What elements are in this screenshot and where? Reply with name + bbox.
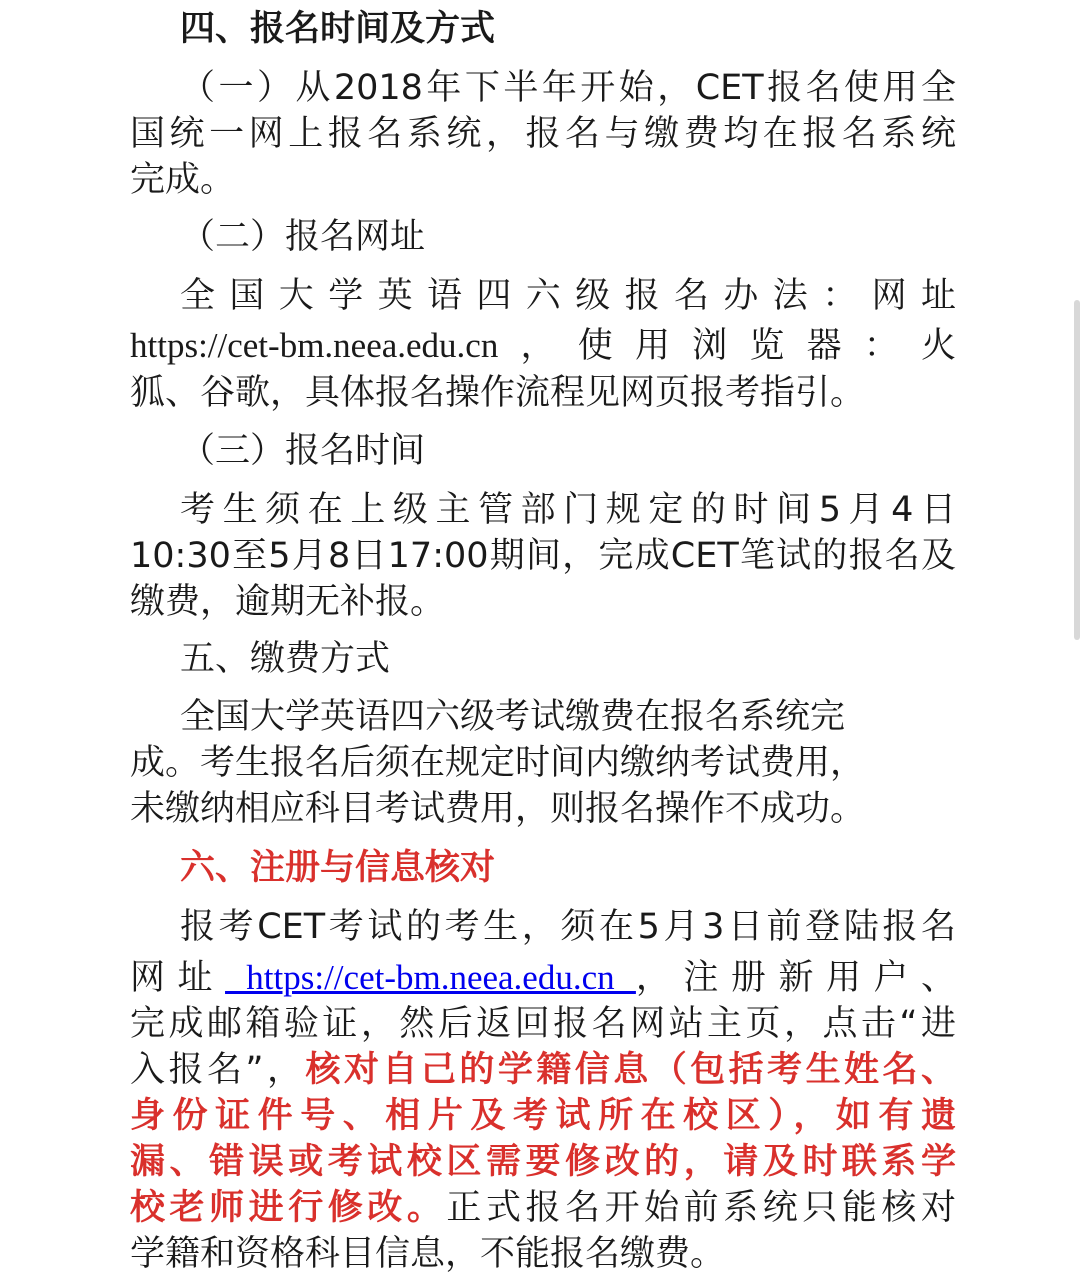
- section-4-sub2-line3: 狐、谷歌，具体报名操作流程见网页报考指引。: [130, 373, 866, 413]
- section-6-line6: 漏、错误或考试校区需要修改的，请及时联系学: [130, 1142, 956, 1182]
- section-6-line1: 报考CET考试的考生，须在5月3日前登陆报名: [180, 907, 956, 947]
- section-6-line7: [130, 1185, 956, 1231]
- section-6-line8: 学籍和资格科目信息，不能报名缴费。: [130, 1234, 726, 1274]
- section-6-heading: 六、注册与信息核对: [180, 848, 496, 888]
- contact-teacher-emphasis: 校老师进行修改。: [130, 1188, 447, 1228]
- browser-info-text: ，使用浏览器：火: [498, 326, 956, 366]
- section-4-sub1-line3: 完成。: [130, 160, 236, 200]
- registration-url-text: https://cet-bm.neea.edu.cn: [130, 326, 499, 365]
- section-4-sub3-line1: 考生须在上级主管部门规定的时间5月4日: [180, 490, 956, 530]
- registration-link[interactable]: https://cet-bm.neea.edu.cn: [225, 958, 636, 997]
- section-4-heading: 四、报名时间及方式: [180, 9, 496, 49]
- section-5-line2: 成。考生报名后须在规定时间内缴纳考试费用，: [130, 743, 866, 783]
- verify-info-emphasis: 核对自己的学籍信息（包括考生姓名、: [305, 1050, 956, 1090]
- pre-registration-note: 正式报名开始前系统只能核对: [446, 1188, 956, 1228]
- section-4-sub1-line1: （一）从2018年下半年开始，CET报名使用全: [180, 68, 956, 108]
- enter-registration-text: 入报名”，: [130, 1050, 306, 1090]
- section-4-sub2-line2: [130, 323, 956, 369]
- section-4-sub1-line2: 国统一网上报名系统，报名与缴费均在报名系统: [130, 114, 956, 154]
- section-4-sub2-title: （二）报名网址: [180, 217, 426, 257]
- section-4-sub3-line3: 缴费，逾期无补报。: [130, 582, 446, 622]
- section-4-sub2-line1: 全国大学英语四六级报名办法：网址: [180, 276, 956, 316]
- section-4-sub3-line2: 10:30至5月8日17:00期间，完成CET笔试的报名及: [130, 536, 956, 576]
- section-6-line3: 完成邮箱验证，然后返回报名网站主页，点击“进: [130, 1004, 956, 1044]
- section-4-sub3-title: （三）报名时间: [180, 431, 426, 471]
- section-5-heading: 五、缴费方式: [180, 639, 391, 679]
- register-new-user-text: ，注册新用户、: [635, 958, 956, 998]
- section-6-line2: [130, 955, 956, 1001]
- section-6-line5: 身份证件号、相片及考试所在校区），如有遗: [130, 1096, 956, 1136]
- section-6-line4: [130, 1047, 956, 1093]
- section-5-line3: 未缴纳相应科目考试费用，则报名操作不成功。: [130, 789, 866, 829]
- scrollbar[interactable]: [1074, 300, 1080, 640]
- section-5-line1: 全国大学英语四六级考试缴费在报名系统完: [180, 697, 846, 737]
- url-label-text: 网址: [130, 958, 226, 998]
